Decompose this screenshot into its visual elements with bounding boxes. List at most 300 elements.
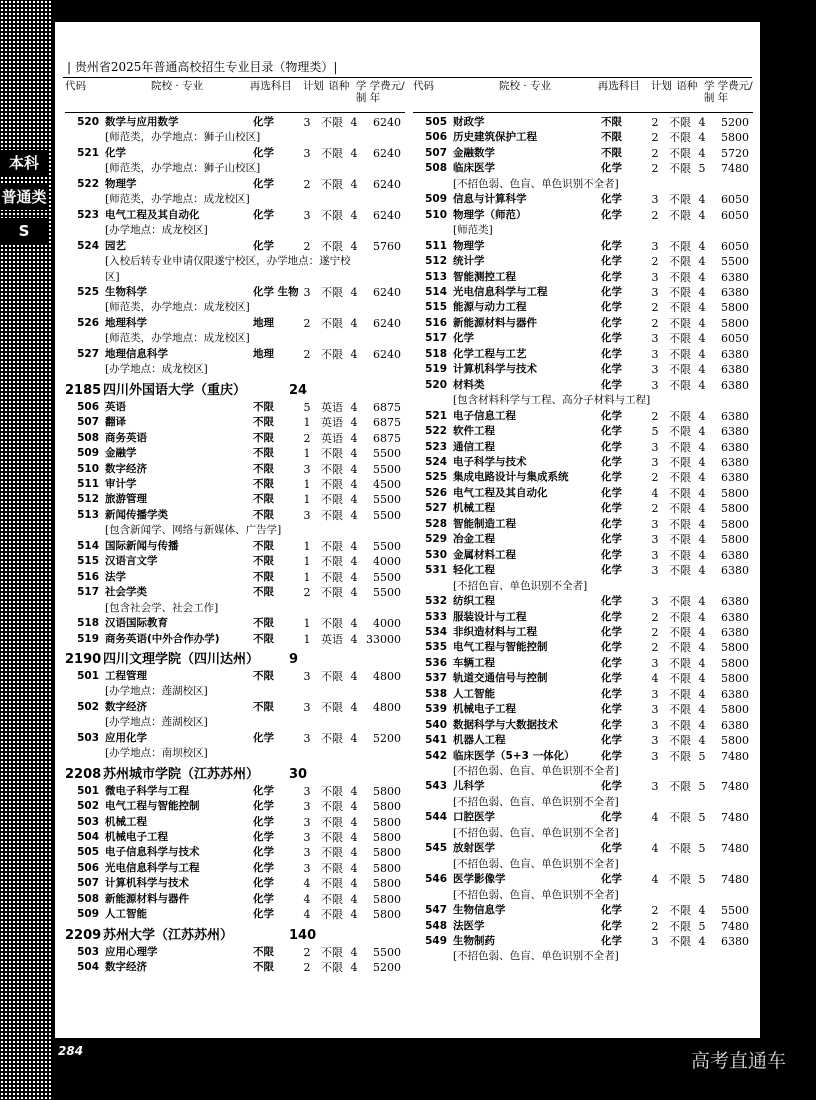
major-language: 不限 xyxy=(321,462,343,476)
major-language: 不限 xyxy=(321,586,343,600)
major-fee: 5800 xyxy=(721,316,749,330)
table-row xyxy=(65,876,405,891)
major-language: 不限 xyxy=(669,533,691,547)
major-name: 生物制药 xyxy=(453,935,495,948)
major-fee: 6380 xyxy=(721,687,749,701)
major-years: 4 xyxy=(350,570,358,584)
major-name: 电气工程及其自动化 xyxy=(105,208,200,221)
col-lang-header: 语种 xyxy=(328,80,350,92)
major-subject: 不限 xyxy=(253,700,274,713)
major-fee: 6875 xyxy=(373,416,401,430)
major-name: 机器人工程 xyxy=(453,734,506,747)
major-code: 503 xyxy=(77,731,99,744)
table-row xyxy=(65,570,405,585)
major-plan: 3 xyxy=(303,846,311,860)
major-code: 511 xyxy=(77,477,99,490)
major-plan: 2 xyxy=(651,131,659,145)
major-code: 512 xyxy=(77,493,99,506)
major-years: 4 xyxy=(698,208,706,222)
major-subject: 地理 xyxy=(253,347,274,360)
table-row xyxy=(65,731,405,746)
major-name: 新闻传播学类 xyxy=(105,508,168,521)
major-fee: 6380 xyxy=(721,595,749,609)
col-plan-header: 计划 xyxy=(650,80,672,92)
major-note: [不招色弱、色盲、单色识别不全者] xyxy=(453,177,619,190)
table-row xyxy=(413,130,753,145)
major-subject: 化学 xyxy=(601,193,622,206)
major-plan: 2 xyxy=(651,116,659,129)
major-name: 机械工程 xyxy=(105,815,147,828)
table-row xyxy=(413,548,753,563)
major-code: 535 xyxy=(425,641,447,654)
major-language: 不限 xyxy=(321,861,343,875)
major-language: 不限 xyxy=(669,919,691,933)
major-subject: 化学 xyxy=(253,877,274,890)
major-language: 不限 xyxy=(669,301,691,315)
major-code: 510 xyxy=(425,208,447,221)
major-code: 509 xyxy=(425,193,447,206)
major-years: 5 xyxy=(698,842,706,856)
major-subject: 不限 xyxy=(253,477,274,490)
major-years: 4 xyxy=(698,425,706,439)
major-subject: 化学 xyxy=(601,347,622,360)
major-code: 525 xyxy=(425,471,447,484)
table-row xyxy=(65,784,405,799)
major-name: 电子科学与技术 xyxy=(453,455,527,468)
major-code: 501 xyxy=(77,669,99,682)
major-name: 电气工程与智能控制 xyxy=(105,800,200,813)
major-years: 4 xyxy=(350,539,358,553)
major-code: 507 xyxy=(425,146,447,159)
major-note: [办学地点：莲湖校区] xyxy=(105,716,208,729)
major-subject: 化学 xyxy=(601,208,622,221)
col-subject-header: 再选科目 xyxy=(597,80,640,92)
major-code: 546 xyxy=(425,873,447,886)
major-note: [包含社会学、社会工作] xyxy=(105,601,219,614)
table-row xyxy=(65,431,405,446)
major-name: 化学 xyxy=(453,332,474,345)
major-fee: 5200 xyxy=(721,116,749,129)
major-years: 4 xyxy=(698,935,706,949)
major-fee: 5500 xyxy=(721,904,749,918)
major-subject: 不限 xyxy=(253,539,274,552)
table-row xyxy=(65,462,405,477)
major-note: [师范类，办学地点：狮子山校区] xyxy=(105,162,261,175)
table-row xyxy=(65,861,405,876)
table-row xyxy=(65,907,405,922)
major-code: 529 xyxy=(425,533,447,546)
major-code: 549 xyxy=(425,935,447,948)
major-plan: 3 xyxy=(651,935,659,949)
major-plan: 3 xyxy=(651,533,659,547)
major-subject: 化学 xyxy=(253,908,274,921)
major-code: 521 xyxy=(425,409,447,422)
major-plan: 1 xyxy=(303,447,311,461)
table-row xyxy=(65,146,405,161)
major-name: 化学工程与工艺 xyxy=(453,347,527,360)
major-years: 4 xyxy=(350,617,358,631)
major-code: 543 xyxy=(425,780,447,793)
major-name: 人工智能 xyxy=(453,687,495,700)
major-language: 不限 xyxy=(669,811,691,825)
major-subject: 不限 xyxy=(253,400,274,413)
major-code: 544 xyxy=(425,811,447,824)
major-fee: 6050 xyxy=(721,239,749,253)
major-subject: 化学 xyxy=(601,904,622,917)
major-name: 新能源材料与器件 xyxy=(105,892,189,905)
major-subject: 化学 xyxy=(601,301,622,314)
major-language: 不限 xyxy=(321,784,343,798)
major-years: 4 xyxy=(698,440,706,454)
major-plan: 2 xyxy=(303,316,311,330)
major-language: 不限 xyxy=(669,935,691,949)
table-row xyxy=(65,815,405,830)
major-years: 5 xyxy=(698,749,706,763)
major-plan: 3 xyxy=(303,508,311,522)
major-code: 504 xyxy=(77,831,99,844)
major-fee: 5800 xyxy=(721,734,749,748)
major-name: 医学影像学 xyxy=(453,873,506,886)
major-name: 新能源材料与器件 xyxy=(453,316,537,329)
col-years-header: 学制 xyxy=(703,80,715,104)
major-years: 4 xyxy=(698,116,706,129)
major-name: 轻化工程 xyxy=(453,564,495,577)
table-row xyxy=(413,362,753,377)
major-fee: 6380 xyxy=(721,935,749,949)
col-lang-header: 语种 xyxy=(676,80,698,92)
major-fee: 6380 xyxy=(721,270,749,284)
major-subject: 化学 xyxy=(253,208,274,221)
major-subject: 不限 xyxy=(253,961,274,974)
major-subject: 化学 xyxy=(253,861,274,874)
major-subject: 化学 xyxy=(601,734,622,747)
major-years: 4 xyxy=(350,239,358,253)
major-name: 机械电子工程 xyxy=(453,703,516,716)
major-years: 5 xyxy=(698,780,706,794)
major-years: 4 xyxy=(698,301,706,315)
major-plan: 5 xyxy=(651,425,659,439)
major-subject: 化学 xyxy=(601,440,622,453)
major-fee: 5800 xyxy=(721,703,749,717)
major-subject: 化学 xyxy=(601,425,622,438)
major-subject: 化学 xyxy=(601,409,622,422)
major-language: 不限 xyxy=(321,539,343,553)
major-name: 儿科学 xyxy=(453,780,485,793)
major-subject: 化学 xyxy=(253,731,274,744)
major-years: 4 xyxy=(350,477,358,491)
school-heading xyxy=(65,765,405,784)
major-language: 不限 xyxy=(669,347,691,361)
major-plan: 2 xyxy=(303,431,311,445)
major-fee: 5760 xyxy=(373,239,401,253)
major-language: 不限 xyxy=(669,641,691,655)
table-row xyxy=(413,919,753,934)
major-fee: 6380 xyxy=(721,425,749,439)
left-table-header xyxy=(65,80,405,113)
major-plan: 2 xyxy=(651,208,659,222)
major-years: 4 xyxy=(698,502,706,516)
major-fee: 5500 xyxy=(373,447,401,461)
major-fee: 5800 xyxy=(373,815,401,829)
major-subject: 地理 xyxy=(253,316,274,329)
major-name: 能源与动力工程 xyxy=(453,301,527,314)
major-years: 4 xyxy=(698,363,706,377)
major-code: 545 xyxy=(425,842,447,855)
table-row xyxy=(65,316,405,331)
major-code: 512 xyxy=(425,255,447,268)
major-code: 542 xyxy=(425,749,447,762)
major-subject: 化学 xyxy=(601,255,622,268)
major-note: [入校后转专业申请仅限遂宁校区，办学地点：遂宁校区] xyxy=(105,255,351,283)
major-name: 计算机科学与技术 xyxy=(105,877,189,890)
major-years: 4 xyxy=(698,193,706,207)
major-fee: 4800 xyxy=(373,669,401,683)
major-subject: 化学 xyxy=(601,610,622,623)
major-plan: 3 xyxy=(303,731,311,745)
major-fee: 5800 xyxy=(373,877,401,891)
major-name: 商务英语 xyxy=(105,431,147,444)
school-name: 苏州城市学院（江苏苏州） xyxy=(103,766,260,782)
major-subject: 化学 xyxy=(601,363,622,376)
major-code: 501 xyxy=(77,784,99,797)
major-plan: 3 xyxy=(651,270,659,284)
major-language: 不限 xyxy=(321,493,343,507)
major-fee: 5800 xyxy=(721,641,749,655)
major-language: 不限 xyxy=(669,780,691,794)
major-plan: 1 xyxy=(303,617,311,631)
major-name: 地理科学 xyxy=(105,316,147,329)
brand-watermark: 高考直通车 xyxy=(690,1050,786,1072)
major-language: 不限 xyxy=(321,208,343,222)
major-plan: 3 xyxy=(651,517,659,531)
major-years: 4 xyxy=(350,177,358,191)
major-fee: 6240 xyxy=(373,285,401,299)
major-name: 应用化学 xyxy=(105,731,147,744)
major-subject: 化学 xyxy=(601,749,622,762)
major-plan: 3 xyxy=(651,703,659,717)
table-row xyxy=(65,477,405,492)
col-fee-header: 学费元/年 xyxy=(369,80,405,104)
major-name: 车辆工程 xyxy=(453,656,495,669)
major-note: [办学地点：成龙校区] xyxy=(105,363,208,376)
major-fee: 6380 xyxy=(721,625,749,639)
major-language: 不限 xyxy=(669,208,691,222)
major-code: 508 xyxy=(77,892,99,905)
major-subject: 化学 xyxy=(601,239,622,252)
major-language: 不限 xyxy=(669,502,691,516)
major-fee: 5800 xyxy=(721,301,749,315)
major-language: 不限 xyxy=(669,548,691,562)
col-subject-header: 再选科目 xyxy=(249,80,292,92)
table-row xyxy=(413,486,753,501)
major-plan: 3 xyxy=(303,861,311,875)
col-code-header: 代码 xyxy=(65,80,86,92)
major-code: 507 xyxy=(77,877,99,890)
major-fee: 5800 xyxy=(721,502,749,516)
major-name: 数字经济 xyxy=(105,462,147,475)
major-plan: 3 xyxy=(651,378,659,392)
major-subject: 化学 xyxy=(253,831,274,844)
major-code: 520 xyxy=(77,116,99,128)
major-fee: 4000 xyxy=(373,617,401,631)
major-language: 不限 xyxy=(321,815,343,829)
major-fee: 5800 xyxy=(721,533,749,547)
major-code: 541 xyxy=(425,734,447,747)
major-fee: 6380 xyxy=(721,363,749,377)
major-name: 金融学 xyxy=(105,447,137,460)
major-plan: 3 xyxy=(651,440,659,454)
major-subject: 化学 xyxy=(601,285,622,298)
major-code: 524 xyxy=(77,239,99,252)
major-subject: 化学 xyxy=(601,533,622,546)
major-fee: 7480 xyxy=(721,811,749,825)
major-fee: 5500 xyxy=(373,945,401,959)
table-row xyxy=(65,400,405,415)
school-heading xyxy=(65,381,405,400)
major-years: 4 xyxy=(350,508,358,522)
table-row xyxy=(413,610,753,625)
major-subject: 化学 xyxy=(601,811,622,824)
major-plan: 1 xyxy=(303,555,311,569)
major-subject: 化学 xyxy=(601,486,622,499)
table-row xyxy=(413,146,753,161)
table-row xyxy=(413,687,753,702)
major-language: 不限 xyxy=(669,718,691,732)
major-fee: 6380 xyxy=(721,347,749,361)
major-subject: 化学 xyxy=(601,873,622,886)
major-fee: 6380 xyxy=(721,564,749,578)
major-years: 4 xyxy=(698,131,706,145)
major-subject: 不限 xyxy=(253,493,274,506)
major-code: 513 xyxy=(77,508,99,521)
school-code: 2185 xyxy=(65,382,102,398)
major-code: 540 xyxy=(425,718,447,731)
major-plan: 3 xyxy=(651,363,659,377)
major-years: 4 xyxy=(350,815,358,829)
major-fee: 6050 xyxy=(721,332,749,346)
major-name: 材料类 xyxy=(453,378,485,391)
major-years: 4 xyxy=(698,517,706,531)
major-plan: 3 xyxy=(651,749,659,763)
side-tab-putong: 普通类 xyxy=(0,184,48,210)
major-fee: 33000 xyxy=(366,632,401,646)
major-language: 不限 xyxy=(669,842,691,856)
major-fee: 6380 xyxy=(721,718,749,732)
major-language: 不限 xyxy=(321,700,343,714)
table-row xyxy=(65,446,405,461)
table-row xyxy=(65,554,405,569)
major-code: 524 xyxy=(425,455,447,468)
major-years: 4 xyxy=(698,255,706,269)
major-language: 不限 xyxy=(321,555,343,569)
major-subject: 化学 xyxy=(253,116,274,128)
major-plan: 3 xyxy=(651,285,659,299)
table-row xyxy=(413,254,753,269)
major-code: 519 xyxy=(425,363,447,376)
major-name: 计算机科学与技术 xyxy=(453,363,537,376)
major-code: 503 xyxy=(77,815,99,828)
table-row xyxy=(413,285,753,300)
major-language: 不限 xyxy=(669,873,691,887)
major-years: 4 xyxy=(698,471,706,485)
major-name: 地理信息科学 xyxy=(105,347,168,360)
major-note: [师范类，办学地点：成龙校区] xyxy=(105,301,250,314)
major-subject: 化学 xyxy=(253,846,274,859)
table-row xyxy=(413,192,753,207)
major-language: 不限 xyxy=(669,455,691,469)
table-row xyxy=(413,239,753,254)
major-subject: 不限 xyxy=(601,131,622,144)
major-plan: 2 xyxy=(303,239,311,253)
major-code: 520 xyxy=(425,378,447,391)
major-plan: 4 xyxy=(651,873,659,887)
table-row xyxy=(65,799,405,814)
major-years: 4 xyxy=(350,447,358,461)
table-row xyxy=(413,640,753,655)
major-language: 不限 xyxy=(669,316,691,330)
table-row xyxy=(65,539,405,554)
side-tabs xyxy=(0,150,48,252)
major-years: 4 xyxy=(350,316,358,330)
major-code: 508 xyxy=(77,431,99,444)
major-language: 不限 xyxy=(669,378,691,392)
major-code: 515 xyxy=(425,301,447,314)
school-heading xyxy=(65,926,405,945)
major-fee: 5200 xyxy=(373,731,401,745)
major-language: 不限 xyxy=(669,610,691,624)
table-row xyxy=(65,285,405,300)
major-language: 不限 xyxy=(321,177,343,191)
major-note: [不招色弱、色盲、单色识别不全者] xyxy=(453,826,619,839)
major-name: 非织造材料与工程 xyxy=(453,625,537,638)
major-note: [不招色弱、色盲、单色识别不全者] xyxy=(453,950,619,963)
major-fee: 5800 xyxy=(721,656,749,670)
major-plan: 4 xyxy=(651,672,659,686)
major-years: 4 xyxy=(350,632,358,646)
major-subject: 化学 xyxy=(601,595,622,608)
major-plan: 4 xyxy=(651,811,659,825)
major-subject: 化学 xyxy=(601,471,622,484)
major-plan: 3 xyxy=(651,193,659,207)
major-name: 金融数学 xyxy=(453,146,495,159)
major-name: 物理学 xyxy=(105,177,137,190)
major-subject: 不限 xyxy=(253,586,274,599)
major-name: 汉语言文学 xyxy=(105,555,158,568)
major-years: 4 xyxy=(698,270,706,284)
major-fee: 5800 xyxy=(373,892,401,906)
table-row xyxy=(413,625,753,640)
major-language: 英语 xyxy=(321,416,343,430)
table-row xyxy=(413,409,753,424)
major-name: 软件工程 xyxy=(453,425,495,438)
major-fee: 5800 xyxy=(373,861,401,875)
major-code: 521 xyxy=(77,146,99,159)
major-name: 物理学 xyxy=(453,239,485,252)
major-name: 临床医学（5+3 一体化） xyxy=(453,749,575,762)
table-row xyxy=(65,960,405,975)
major-code: 503 xyxy=(77,945,99,958)
major-years: 4 xyxy=(350,669,358,683)
major-plan: 2 xyxy=(651,146,659,160)
major-name: 法学 xyxy=(105,570,126,583)
major-code: 532 xyxy=(425,595,447,608)
major-name: 冶金工程 xyxy=(453,533,495,546)
major-subject: 化学 xyxy=(601,672,622,685)
major-fee: 6380 xyxy=(721,455,749,469)
major-language: 不限 xyxy=(321,239,343,253)
major-language: 不限 xyxy=(321,831,343,845)
major-language: 不限 xyxy=(669,363,691,377)
